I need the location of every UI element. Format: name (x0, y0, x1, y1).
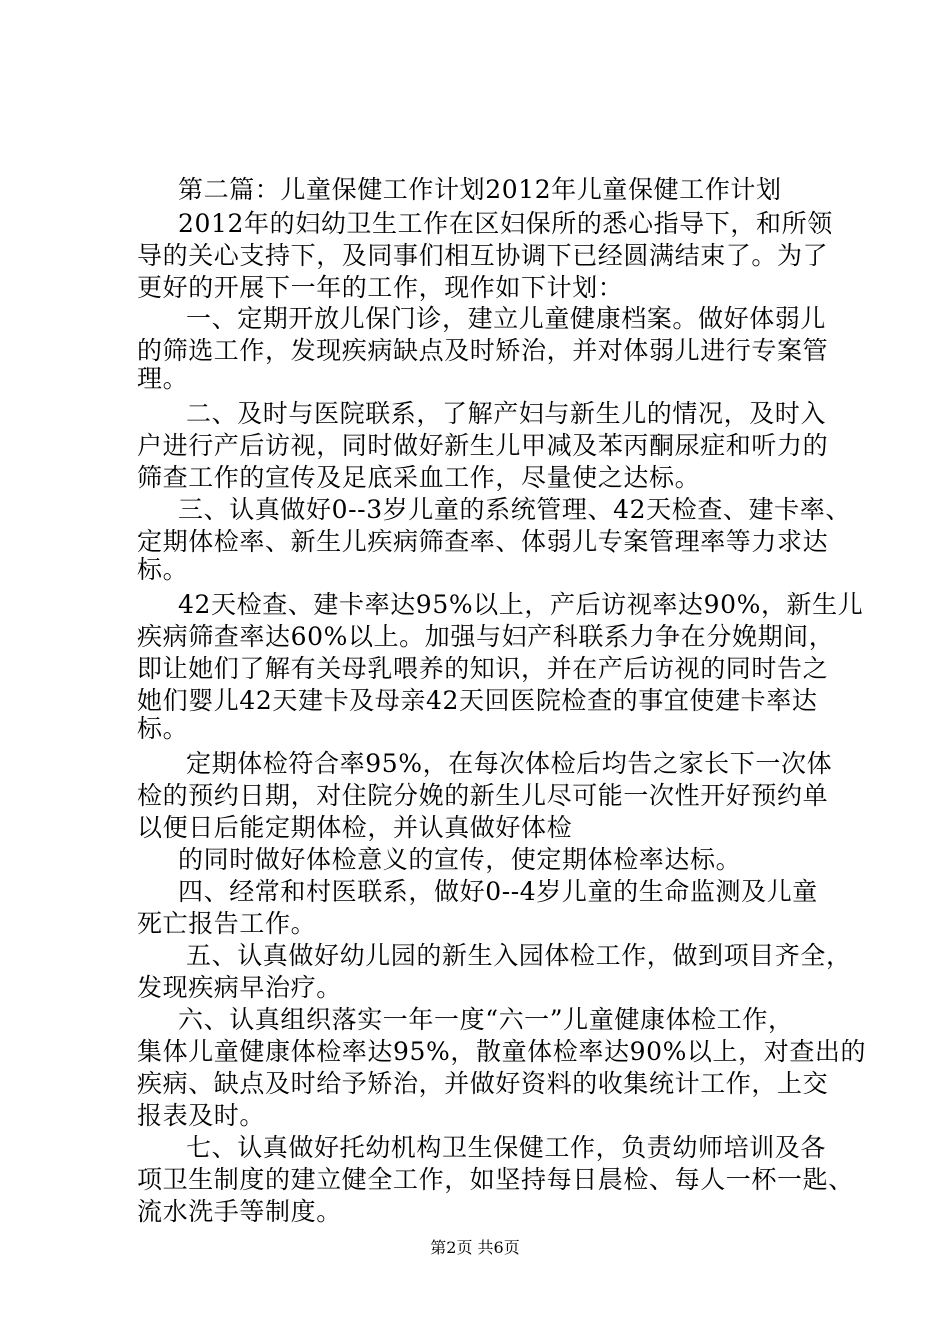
paragraph-line: 疾病、缺点及时给予矫治，并做好资料的收集统计工作，上交 (137, 1069, 829, 1098)
paragraph-line: 导的关心支持下，及同事们相互协调下已经圆满结束了。为了 (137, 241, 829, 270)
section-heading: 第二篇：儿童保健工作计划2012年儿童保健工作计划 (178, 175, 782, 204)
paragraph-line: 死亡报告工作。 (137, 909, 317, 938)
paragraph-line: 六、认真组织落实一年一度“六一”儿童健康体检工作， (178, 1005, 794, 1034)
paragraph-line: 三、认真做好0--3岁儿童的系统管理、42天检查、建卡率、 (178, 495, 851, 524)
paragraph-line: 一、定期开放儿保门诊，建立儿童健康档案。做好体弱儿 (186, 304, 827, 333)
paragraph-line: 42天检查、建卡率达95%以上，产后访视率达90%，新生儿 (178, 590, 864, 619)
paragraph-line: 流水洗手等制度。 (137, 1197, 342, 1226)
paragraph-line: 户进行产后访视，同时做好新生儿甲减及苯丙酮尿症和听力的 (137, 431, 829, 460)
paragraph-line: 标。 (137, 555, 189, 584)
paragraph-line: 七、认真做好托幼机构卫生保健工作，负责幼师培训及各 (186, 1133, 827, 1162)
paragraph-line: 四、经常和村医联系，做好0--4岁儿童的生命监测及儿童 (178, 877, 818, 906)
paragraph-line: 她们婴儿42天建卡及母亲42天回医院检查的事宜使建卡率达 (137, 686, 818, 715)
paragraph-line: 集体儿童健康体检率达95%，散童体检率达90%以上，对查出的 (137, 1037, 867, 1066)
paragraph-line: 疾病筛查率达60%以上。加强与妇产科联系力争在分娩期间， (137, 622, 835, 651)
paragraph-line: 即让她们了解有关母乳喂养的知识，并在产后访视的同时告之 (137, 654, 829, 683)
paragraph-line: 以便日后能定期体检，并认真做好体检 (137, 813, 573, 842)
paragraph-line: 发现疾病早治疗。 (137, 973, 342, 1002)
page-number-footer: 第2页 共6页 (430, 1238, 520, 1257)
paragraph-line: 筛查工作的宣传及足底采血工作，尽量使之达标。 (137, 463, 701, 492)
paragraph-line: 检的预约日期，对住院分娩的新生儿尽可能一次性开好预约单 (137, 781, 829, 810)
paragraph-line: 项卫生制度的建立健全工作，如坚持每日晨检、每人一杯一匙、 (137, 1165, 854, 1194)
paragraph-line: 定期体检率、新生儿疾病筛查率、体弱儿专案管理率等力求达 (137, 527, 829, 556)
paragraph-line: 报表及时。 (137, 1101, 266, 1130)
paragraph-line: 定期体检符合率95%，在每次体检后均告之家长下一次体 (186, 749, 833, 778)
paragraph-line: 标。 (137, 714, 189, 743)
paragraph-line: 2012年的妇幼卫生工作在区妇保所的悉心指导下，和所领 (178, 209, 833, 238)
paragraph-line: 的同时做好体检意义的宣传，使定期体检率达标。 (178, 845, 742, 874)
paragraph-line: 理。 (137, 364, 189, 393)
paragraph-line: 更好的开展下一年的工作，现作如下计划： (137, 273, 624, 302)
paragraph-line: 五、认真做好幼儿园的新生入园体检工作，做到项目齐全， (186, 941, 852, 970)
paragraph-line: 二、及时与医院联系，了解产妇与新生儿的情况，及时入 (186, 399, 827, 428)
paragraph-line: 的筛选工作，发现疾病缺点及时矫治，并对体弱儿进行专案管 (137, 336, 829, 365)
